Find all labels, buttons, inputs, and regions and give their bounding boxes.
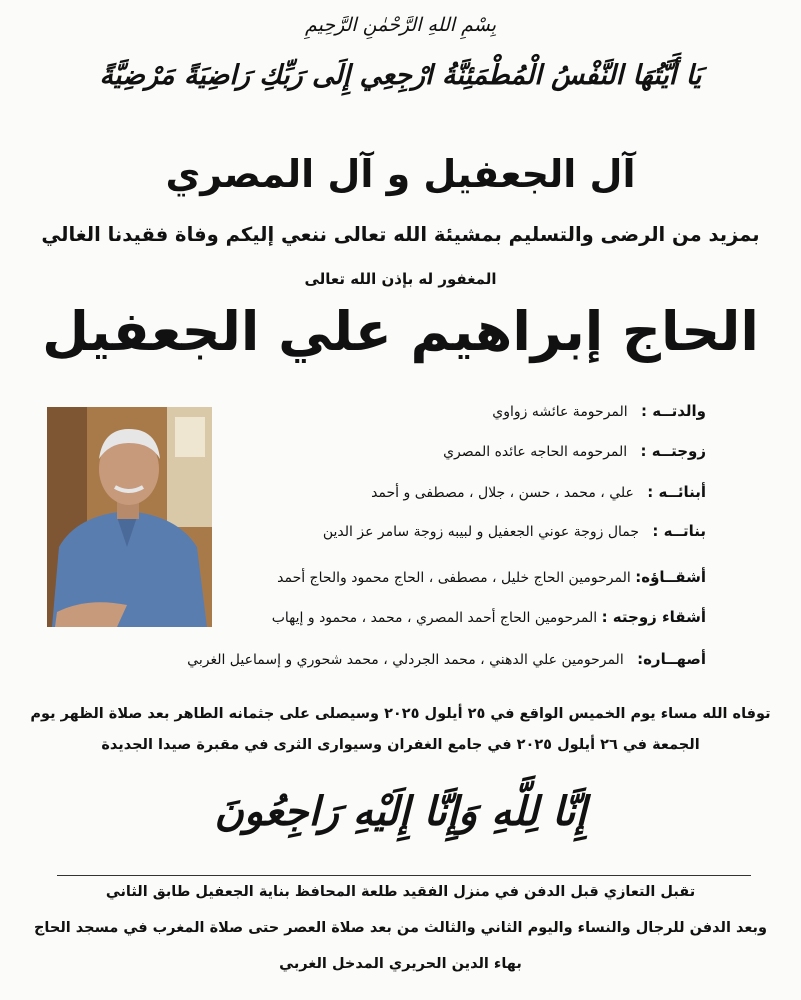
closing-verse: إِنَّا لِلَّهِ وَإِنَّا إِلَيْهِ رَاجِعُونَ	[214, 788, 587, 835]
condolence-line: تقبل التعازي قبل الدفن في منزل الفقيد طلعة المحافظ بناية الجعفيل طابق الثاني	[105, 884, 696, 900]
funeral-notice-line: الجمعة في ٢٦ أيلول ٢٠٢٥ في جامع الغفران وسيوارى الثرى في مقبرة صيدا الجديدة	[101, 737, 700, 753]
basmala: بِسْمِ اللهِ الرَّحْمٰنِ الرَّحِيمِ	[305, 14, 496, 36]
announcement-intro: بمزيد من الرضى والتسليم بمشيئة الله تعالى ننعي إليكم وفاة فقيدنا الغالي	[41, 223, 760, 246]
relative-row-brothers: أشقــاؤه: المرحومين الحاج خليل ، مصطفى ، الحاج محمود والحاج أحمد	[277, 568, 706, 586]
relative-row-in-laws: أصهــاره: المرحومين علي الدهني ، محمد الجردلي ، محمد شحوري و إسماعيل الغربي	[187, 650, 706, 668]
condolence-line: بهاء الدين الحريري المدخل الغربي	[279, 956, 522, 972]
relative-row-mother: والدتــه : المرحومة عائشه زواوي	[492, 402, 706, 420]
quran-verse: يَا أَيَّتُهَا النَّفْسُ الْمُطْمَئِنَّةُ ارْجِعِي إِلَى رَبِّكِ رَاضِيَةً مَرْضِيَّةً	[99, 60, 702, 91]
death-notice-line: توفاه الله مساء يوم الخميس الواقع في ٢٥ أيلول ٢٠٢٥ وسيصلى على جثمانه الطاهر بعد صلاة الظهر يوم	[30, 706, 771, 722]
deceased-name: الحاج إبراهيم علي الجعفيل	[42, 300, 759, 363]
relative-row-sons: أبنائــه : علي ، محمد ، حسن ، جلال ، مصطفى و أحمد	[371, 483, 706, 501]
relative-row-wife-brothers: أشقاء زوجته : المرحومين الحاج أحمد المصري ، محمد ، محمود و إيهاب	[271, 608, 706, 626]
deceased-photo	[47, 407, 212, 627]
relative-row-wife: زوجتــه : المرحومه الحاجه عائده المصري	[443, 442, 706, 460]
families-heading: آل الجعفيل و آل المصري	[165, 152, 636, 196]
condolence-line: وبعد الدفن للرجال والنساء واليوم الثاني والثالث من بعد صلاة العصر حتى صلاة المغرب في مسجد الحاج	[33, 920, 767, 936]
divider	[57, 875, 751, 876]
relative-row-daughters: بناتــه : جمال زوجة عوني الجعفيل و لبيبه زوجة سامر عز الدين	[322, 522, 706, 540]
announcement-subintro: المغفور له بإذن الله تعالى	[304, 270, 497, 288]
